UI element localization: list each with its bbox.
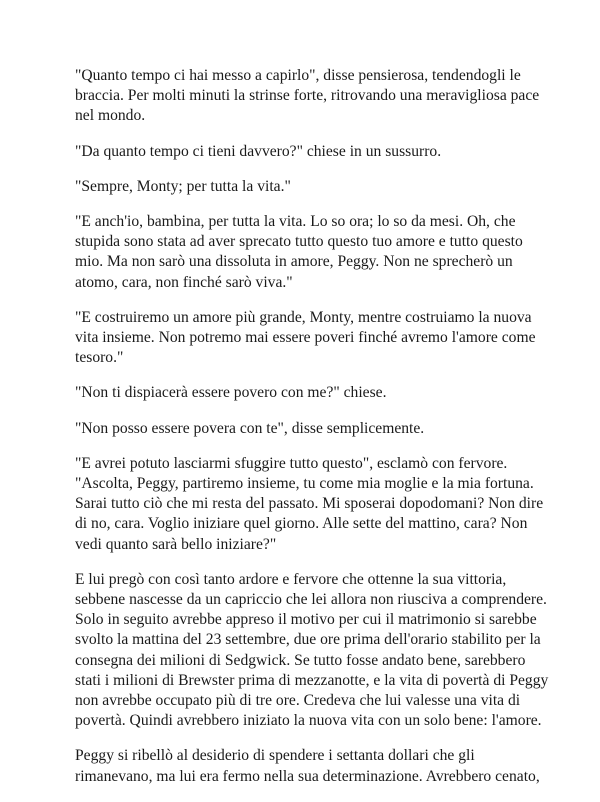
text-line: "Sempre, Monty; per tutta la vita." [75,177,291,195]
text-line: di no, cara. Voglio iniziare quel giorno. Alle sette del mattino, cara? Non [75,515,528,533]
paragraph [75,746,540,786]
text-line: braccia. Per molti minuti la strinse forte, ritrovando una meravigliosa pace [75,87,540,105]
text-line: "E anch'io, bambina, per tutta la vita. Lo so ora; lo so da mesi. Oh, che [75,213,516,231]
text-line: non avrebbe occupato più di tre ore. Credeva che lui valesse una vita di [75,692,521,710]
text-line: svolto la mattina del 23 settembre, due ore prima dell'orario stabilito per la [75,631,541,649]
document-page [75,66,549,802]
text-line: Peggy si ribellò al desiderio di spendere i settanta dollari che gli [75,747,475,765]
paragraph [75,212,535,293]
text-line: stupida sono stata ad aver sprecato tutto questo tuo amore e tutto questo [75,233,523,251]
paragraph [75,383,535,403]
paragraph [75,66,540,127]
paragraph [75,454,544,555]
text-line: "Non posso essere povera con te", disse semplicemente. [75,419,425,437]
text-line: "E avrei potuto lasciarmi sfuggire tutto questo", esclamò con fervore. [75,454,508,472]
text-line: vedi quanto sarà bello iniziare?" [75,535,277,553]
text-line: sebbene nascesse da un capriccio che lei allora non riusciva a comprendere. [75,591,547,609]
text-line: tesoro." [75,349,124,367]
text-line: E lui pregò con così tanto ardore e fervore che ottenne la sua vittoria, [75,570,507,588]
paragraph [75,308,535,369]
paragraph [75,177,535,197]
paragraph [75,570,549,732]
text-line: "Da quanto tempo ci tieni davvero?" chiese in un sussurro. [75,142,442,160]
text-line: atomo, cara, non finché sarò viva." [75,273,293,291]
text-line: mio. Ma non sarò una dissoluta in amore, Peggy. Non ne sprecherò un [75,253,513,271]
text-line: "Ascolta, Peggy, partiremo insieme, tu come mia moglie e la mia fortuna. [75,475,534,493]
text-line: consegna dei milioni di Sedgwick. Se tutto fosse andato bene, sarebbero [75,651,526,669]
text-line: Sarai tutto ciò che mi resta del passato. Mi sposerai dopodomani? Non dire [75,495,544,513]
text-line: vita insieme. Non potremo mai essere poveri finché avremo l'amore come [75,329,536,347]
text-line: Solo in seguito avrebbe appreso il motivo per cui il matrimonio si sarebbe [75,611,537,629]
text-line: povertà. Quindi avrebbero iniziato la nuova vita con un solo bene: l'amore. [75,712,542,730]
text-line: "Non ti dispiacerà essere povero con me?" chiese. [75,384,387,402]
text-line: "Quanto tempo ci hai messo a capirlo", disse pensierosa, tendendogli le [75,67,521,84]
paragraph [75,142,535,162]
text-line: nel mondo. [75,107,146,125]
paragraph [75,419,535,439]
text-line: rimanevano, ma lui era fermo nella sua determinazione. Avrebbero cenato, [75,767,540,785]
text-line: "E costruiremo un amore più grande, Monty, mentre costruiamo la nuova [75,308,532,326]
text-line: stati i milioni di Brewster prima di mezzanotte, e la vita di povertà di Peggy [75,671,549,689]
